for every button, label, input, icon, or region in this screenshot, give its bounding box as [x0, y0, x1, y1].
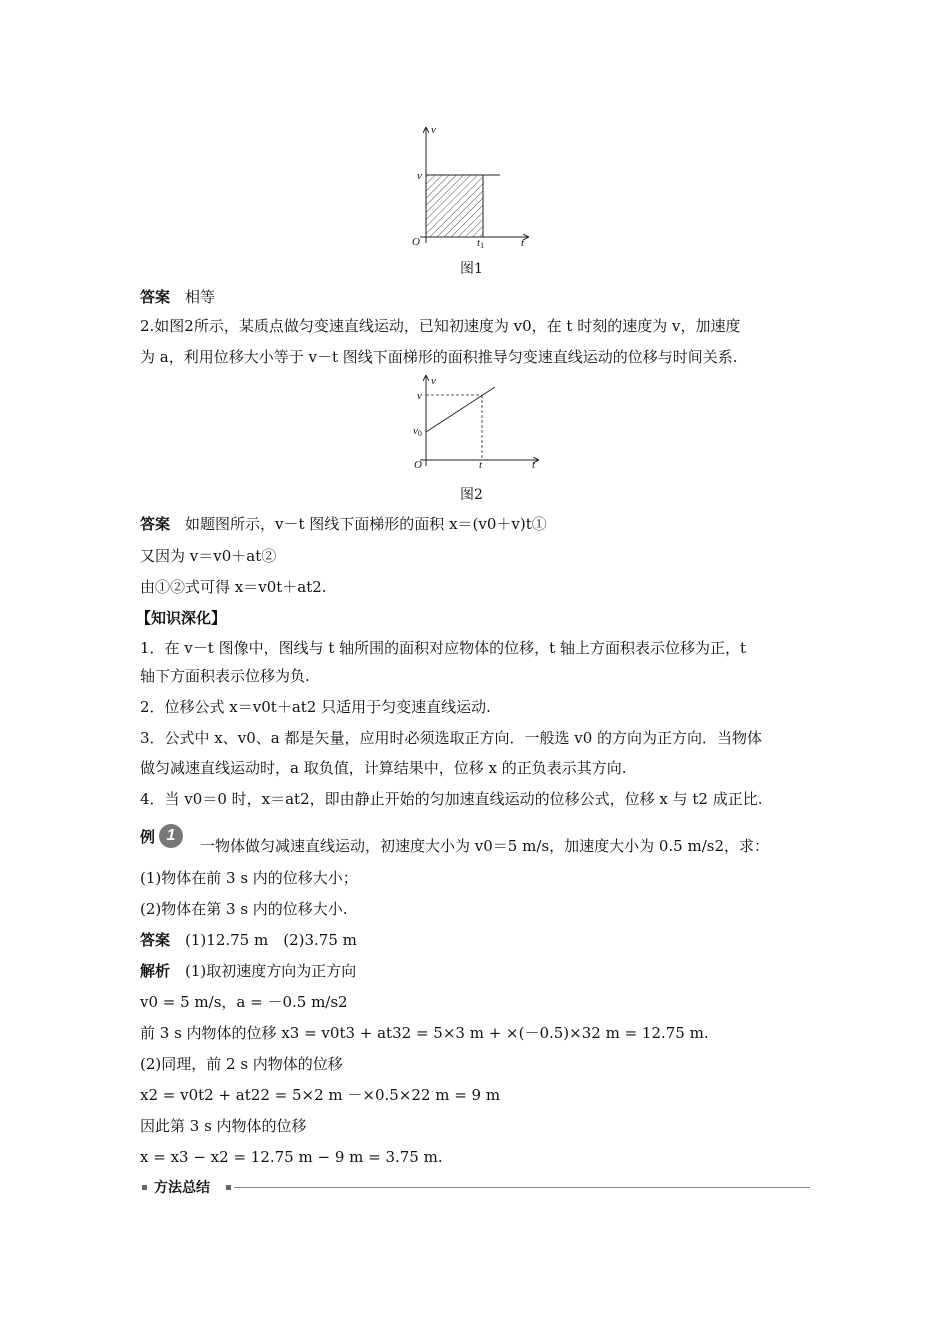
method-summary-bar — [140, 1178, 810, 1198]
origin-label: O — [414, 459, 422, 471]
knowledge-point-1b: 轴下方面积表示位移为负. — [140, 667, 310, 685]
example-stem: 一物体做匀减速直线运动，初速度大小为 v0＝5 m/s，加速度大小为 0.5 m/s2，求： — [200, 837, 769, 855]
answer-2-text: 如题图所示，v－t 图线下面梯形的面积 x＝(v0＋v)t① — [185, 515, 547, 533]
figure-2-vt-graph — [400, 370, 550, 475]
question-2-line-1: 2.如图2所示，某质点做匀变速直线运动，已知初速度为 v0，在 t 时刻的速度为 v，加速度 — [140, 317, 741, 335]
answer-label: 答案 — [140, 515, 171, 533]
square-bullet-icon — [226, 1185, 231, 1190]
analysis-line-1: (1)取初速度方向为正方向 — [185, 962, 357, 980]
analysis-line-6: 因此第 3 s 内物体的位移 — [140, 1117, 307, 1135]
analysis-label: 解析 — [140, 962, 171, 980]
method-summary-title: 方法总结 — [154, 1180, 210, 1196]
knowledge-point-1a: 1．在 v－t 图像中，图线与 t 轴所围的面积对应物体的位移，t 轴上方面积表示位移为正，t — [140, 639, 746, 657]
axis-t-label: t — [521, 237, 525, 249]
answer-2-line-1 — [140, 514, 547, 534]
origin-label: O — [412, 236, 420, 248]
analysis-line-5: x2 = v0t2 + at22 = 5×2 m －×0.5×22 m = 9 m — [140, 1086, 501, 1104]
square-bullet-icon — [142, 1185, 147, 1190]
t-label: t — [479, 459, 483, 471]
hatched-area — [426, 175, 483, 237]
example-answer-text: (1)12.75 m (2)3.75 m — [185, 931, 357, 949]
divider-line — [234, 1187, 810, 1188]
example-badge-number: 1 — [159, 824, 183, 848]
axis-v-label: v — [431, 124, 436, 136]
figure-1-caption: 图1 — [460, 261, 483, 277]
analysis-line-3: 前 3 s 内物体的位移 x3 = v0t3 + at32 = 5×3 m + ×(－0.5)×32 m = 12.75 m. — [140, 1024, 709, 1042]
example-analysis — [140, 961, 356, 981]
axis-v-label: v — [431, 375, 436, 387]
level-v-label: v — [417, 170, 422, 182]
knowledge-point-3b: 做匀减速直线运动时，a 取负值，计算结果中，位移 x 的正负表示其方向. — [140, 759, 627, 777]
answer-label: 答案 — [140, 288, 171, 306]
answer-label: 答案 — [140, 931, 171, 949]
axis-t-label: t — [532, 459, 536, 471]
example-answer — [140, 930, 357, 950]
figure-1-vt-graph — [400, 118, 540, 253]
answer-1 — [140, 287, 215, 307]
analysis-line-7: x = x3 − x2 = 12.75 m − 9 m = 3.75 m. — [140, 1148, 443, 1166]
knowledge-point-3a: 3．公式中 x、v0、a 都是矢量，应用时必须选取正方向．一般选 v0 的方向为正方向．当物体 — [140, 729, 763, 747]
answer-2-line-3: 由①②式可得 x＝v0t＋at2. — [140, 578, 327, 596]
answer-1-text: 相等 — [185, 288, 216, 306]
v-label: v — [417, 390, 422, 402]
example-question-2: (2)物体在第 3 s 内的位移大小. — [140, 900, 348, 918]
answer-2-line-2: 又因为 v＝v0＋at② — [140, 547, 277, 565]
figure-2-caption: 图2 — [460, 487, 483, 503]
example-badge — [140, 824, 190, 848]
t1-label: t1 — [477, 237, 485, 250]
analysis-line-4: (2)同理，前 2 s 内物体的位移 — [140, 1055, 343, 1073]
knowledge-point-4: 4．当 v0＝0 时，x＝at2，即由静止开始的匀加速直线运动的位移公式，位移 x 与 t2 成正比. — [140, 790, 763, 808]
velocity-line — [426, 387, 495, 432]
example-badge-label: 例 — [140, 828, 156, 846]
v0-label: v0 — [413, 425, 422, 438]
knowledge-heading: 【知识深化】 — [136, 609, 227, 627]
example-question-1: (1)物体在前 3 s 内的位移大小； — [140, 869, 358, 887]
question-2-line-2: 为 a，利用位移大小等于 v－t 图线下面梯形的面积推导匀变速直线运动的位移与时间关系. — [140, 348, 738, 366]
analysis-line-2: v0 = 5 m/s，a = －0.5 m/s2 — [140, 993, 348, 1011]
knowledge-point-2: 2．位移公式 x＝v0t＋at2 只适用于匀变速直线运动. — [140, 698, 491, 716]
